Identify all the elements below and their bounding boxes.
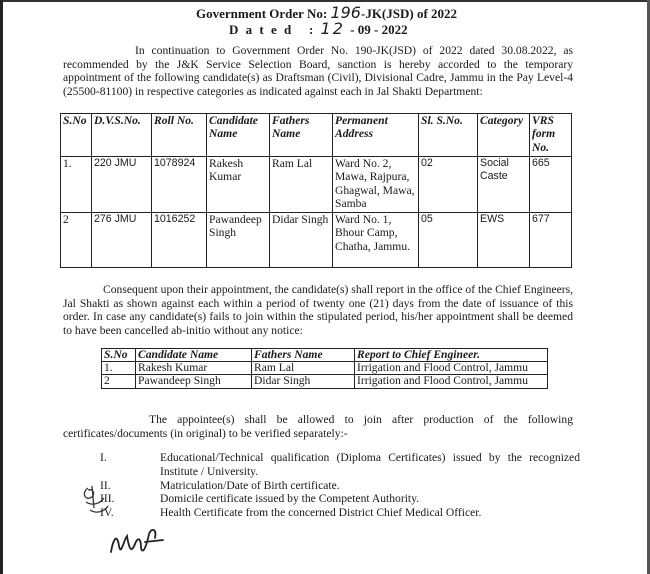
table-header-row [61,114,572,157]
scan-border-left [0,0,3,574]
col-header: S.No [102,349,136,362]
reporting-paragraph: Consequent upon their appointment, the candidate(s) shall report in the office of the Chief Engineers, Jal Shakti as shown against each within a period of twenty one (21) days from the date of issuance of this order. In case any candidate(s) fails to join within the stipulated period, his/her appointment shall be deemed to have been cancelled ab-initio without any notice: [63,283,573,337]
table-row: 2 Pawandeep Singh Didar Singh Irrigation and Flood Control, Jammu [102,375,548,388]
dated-line: D a t e d : 12 - 09 - 2022 [229,19,408,38]
col-header: Fathers Name [252,349,355,362]
handwritten-signature [107,522,167,562]
col-header: Candidate Name [136,349,252,362]
col-header: VRS form No. [530,114,572,157]
handwritten-date-day: 12 [320,19,345,38]
col-header: D.V.S.No. [92,114,152,157]
order-number-line: Government Order No: 196-JK(JSD) of 2022 [196,3,458,22]
col-header: S.No [61,114,92,157]
handwritten-order-number: 196 [330,3,361,22]
list-item: II. Matriculation/Date of Birth certificate. [100,478,340,492]
table-row: 1. Rakesh Kumar Ram Lal Irrigation and Flood Control, Jammu [102,362,548,375]
col-header: Roll No. [152,114,207,157]
col-header: Category [478,114,530,157]
list-item: IV. Health Certificate from the concerned District Chief Medical Officer. [100,506,482,520]
col-header: Fathers Name [270,114,333,157]
initials-signature-mark [78,482,112,522]
reporting-table [101,348,548,389]
col-header: Candidate Name [207,114,270,157]
table-row: 1. 220 JMU 1078924 Rakesh Kumar Ram Lal Ward No. 2, Mawa, Rajpura, Ghagwal, Mawa, Samba 02 Social Caste 665 [61,157,572,213]
certificates-paragraph: The appointee(s) shall be allowed to join after production of the following certificates/documents (in original) to be verified separately:- [63,413,573,440]
scan-border-top [0,0,650,2]
list-item: I. Educational/Technical qualification (Diploma Certificates) issued by the recognized Institute / University. [100,451,580,478]
appointment-table [60,113,572,268]
col-header: Sl. S.No. [419,114,478,157]
intro-paragraph: In continuation to Government Order No. 190-JK(JSD) of 2022 dated 30.08.2022, as recommended by the J&K Service Selection Board, sanction is hereby accorded to the temporary appointment of the following candidate(s) as Draftsman (Civil), Divisional Cadre, Jammu in the Pay Level-4 (25500-81100) in respective categories as indicated against each in Jal Shakti Department: [63,44,573,98]
list-item: III. Domicile certificate issued by the Competent Authority. [100,492,420,506]
certificates-list [100,451,580,520]
col-header: Permanent Address [333,114,419,157]
col-header: Report to Chief Engineer. [355,349,548,362]
table-row: 2 276 JMU 1016252 Pawandeep Singh Didar Singh Ward No. 1, Bhour Camp, Chatha, Jammu. 05 EWS 677 [61,213,572,268]
table-header-row [102,349,548,362]
